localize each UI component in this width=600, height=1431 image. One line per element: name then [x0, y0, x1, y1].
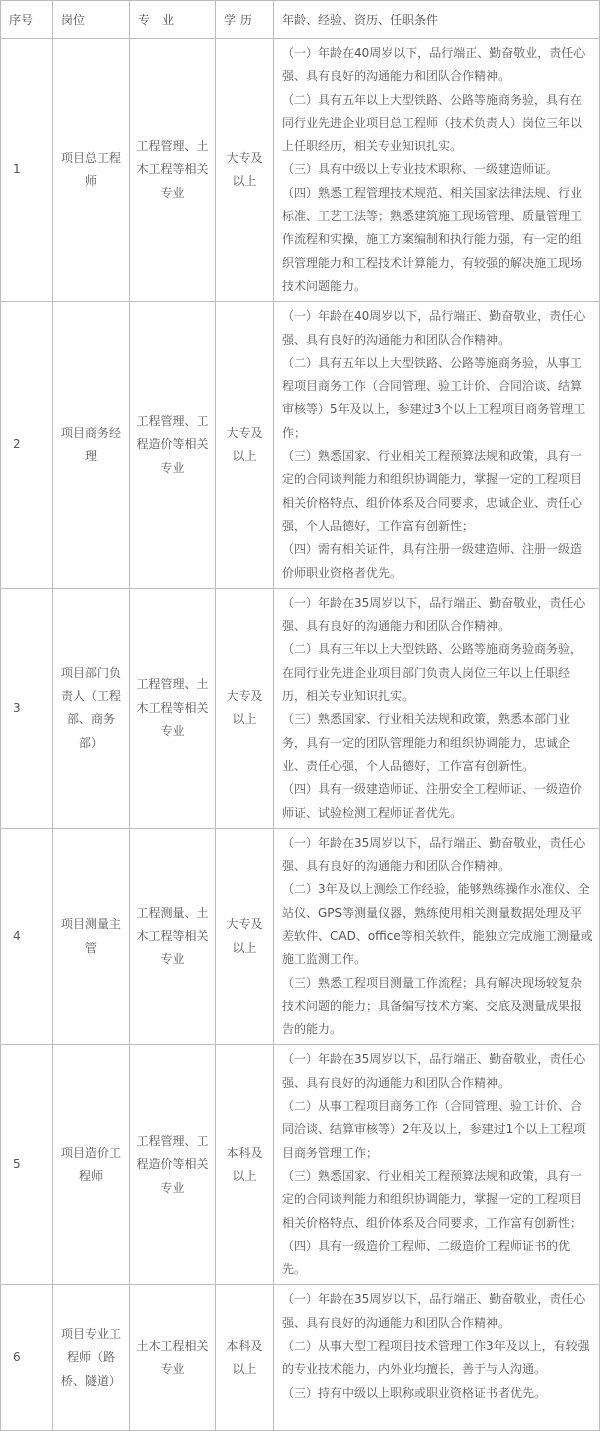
requirement-item: （四）具有一级造价工程师、二级造价工程师证书的优先。	[282, 1238, 571, 1277]
education-cell: 大专及以上	[216, 302, 274, 589]
requirement-item: （一）年龄在35周岁以下，品行端正、勤奋敬业，责任心强、具有良好的沟通能力和团队合作精神。	[282, 595, 586, 634]
table-row	[1, 39, 600, 302]
row-number: 3	[1, 588, 53, 828]
major-cell: 工程管理、土木工程等相关专业	[130, 39, 216, 302]
position-cell: 项目测量主管	[53, 828, 130, 1045]
row-number: 5	[1, 1045, 53, 1285]
requirements-cell	[274, 588, 600, 828]
header-requirements: 年龄、经验、资历、任职条件	[274, 1, 600, 39]
requirements-cell	[274, 1045, 600, 1285]
requirement-item: （四）具有一级建造师证、注册安全工程师证、一级造价师证、试验检测工程师证者优先。	[282, 782, 583, 820]
requirement-item: （二）从事大型工程项目技术管理工作3年及以上，有较强的专业技术能力，内外业均擅长，善于与人沟通。	[282, 1339, 590, 1377]
major-cell: 土木工程相关专业	[130, 1285, 216, 1431]
major-cell: 工程管理、工程造价等相关专业	[130, 302, 216, 589]
table-row	[1, 1045, 600, 1285]
header-education: 学 历	[216, 1, 274, 39]
table-row	[1, 302, 600, 589]
header-no: 序号	[1, 1, 53, 39]
major-cell: 工程测量、土木工程等相关专业	[130, 828, 216, 1045]
table-header-row	[1, 1, 600, 39]
header-position: 岗位	[53, 1, 130, 39]
requirement-item: （三）熟悉工程项目测量工作流程；具有解决现场较复杂技术问题的能力；具备编写技术方案、交底及测量成果报告的能力。	[282, 975, 583, 1037]
table-row	[1, 1285, 600, 1431]
major-cell: 工程管理、工程造价等相关专业	[130, 1045, 216, 1285]
education-cell: 大专及以上	[216, 39, 274, 302]
table-row	[1, 588, 600, 828]
education-cell: 大专及以上	[216, 588, 274, 828]
position-cell: 项目总工程师	[53, 39, 130, 302]
row-number: 4	[1, 828, 53, 1045]
requirement-item: （二）具有五年以上大型铁路、公路等施商务验，从事工程项目商务工作（合同管理、验工计价、合同洽谈、结算审核等）5年及以上，参建过3个以上工程项目商务管理工作；	[282, 355, 586, 440]
requirement-item: （一）年龄在40周岁以下，品行端正、勤奋敬业，责任心强、具有良好的沟通能力和团队合作精神。	[282, 309, 586, 347]
requirement-item: （三）持有中级以上职称或职业资格证书者优先。	[282, 1385, 547, 1400]
position-cell: 项目商务经理	[53, 302, 130, 589]
requirement-item: （二）3年及以上测绘工作经验，能够熟练操作水准仪、全站仪、GPS等测量仪器，熟练使用相关测量数据处理及平差软件、CAD、office等相关软件，能独立完成施工测量或施工监测工作。	[282, 882, 593, 967]
position-cell: 项目部门负责人（工程部、商务部）	[53, 588, 130, 828]
row-number: 1	[1, 39, 53, 302]
header-major: 专 业	[130, 1, 216, 39]
requirement-item: （三）熟悉国家、行业相关工程预算法规和政策，具有一定的合同谈判能力和组织协调能力，掌握一定的工程项目相关价格特点、组价体系及合同要求，工作富有创新性；	[282, 1168, 583, 1230]
requirement-item: （二）具有三年以上大型铁路、公路等施商务验商务验，在同行业先进企业项目部门负责人岗位三年以上任职经历，相关专业知识扎实。	[282, 642, 583, 704]
requirement-item: （三）具有中级以上专业技术职称、一级建造师证。	[282, 162, 559, 177]
requirement-item: （三）熟悉国家、行业相关工程预算法规和政策，具有一定的合同谈判能力和组织协调能力，掌握一定的工程项目相关价格特点、组价体系及合同要求，忠诚企业、责任心强，个人品德好，工作富有创新性；	[282, 449, 583, 533]
education-cell: 本科及以上	[216, 1285, 274, 1431]
requirement-item: （三）熟悉国家、行业相关法规和政策，熟悉本部门业务，具有一定的团队管理能力和组织协调能力，忠诚企业、责任心强，个人品德好，工作富有创新性。	[282, 712, 571, 773]
requirement-item: （二）具有五年以上大型铁路、公路等施商务验，具有在同行业先进企业项目总工程师（技术负责人）岗位三年以上任职经历，相关专业知识扎实。	[282, 92, 583, 154]
requirements-cell	[274, 302, 600, 589]
requirements-cell	[274, 39, 600, 302]
requirement-item: （四）熟悉工程管理技术规范、相关国家法律法规、行业标准、工艺工法等；熟悉建筑施工现场管理、质量管理工作流程和实操，施工方案编制和执行能力强，有一定的组织管理能力和工程技术计算能力，有较强的解决施工现场技术问题能力。	[282, 185, 583, 293]
education-cell: 大专及以上	[216, 828, 274, 1045]
requirements-cell	[274, 828, 600, 1045]
requirement-item: （四）需有相关证件，具有注册一级建造师、注册一级造价师职业资格者优先。	[282, 542, 583, 580]
requirement-item: （一）年龄在35周岁以下，品行端正、勤奋敬业，责任心强、具有良好的沟通能力和团队合作精神。	[282, 835, 586, 874]
position-cell: 项目专业工程师（路桥、隧道）	[53, 1285, 130, 1431]
requirement-item: （一）年龄在40周岁以下，品行端正、勤奋敬业，责任心强、具有良好的沟通能力和团队合作精神。	[282, 46, 586, 84]
position-cell: 项目造价工程师	[53, 1045, 130, 1285]
requirement-item: （一）年龄在35周岁以下，品行端正、勤奋敬业，责任心强、具有良好的沟通能力和团队合作精神。	[282, 1292, 586, 1330]
row-number: 2	[1, 302, 53, 589]
major-cell: 工程管理、土木工程等相关专业	[130, 588, 216, 828]
requirement-item: （二）从事工程项目商务工作（合同管理、验工计价、合同洽谈、结算审核等）2年及以上，参建过1个以上工程项目商务管理工作；	[282, 1099, 586, 1160]
row-number: 6	[1, 1285, 53, 1431]
requirements-cell	[274, 1285, 600, 1431]
table-row	[1, 828, 600, 1045]
education-cell: 本科及以上	[216, 1045, 274, 1285]
requirement-item: （一）年龄在35周岁以下，品行端正、勤奋敬业，责任心强、具有良好的沟通能力和团队合作精神。	[282, 1052, 586, 1090]
